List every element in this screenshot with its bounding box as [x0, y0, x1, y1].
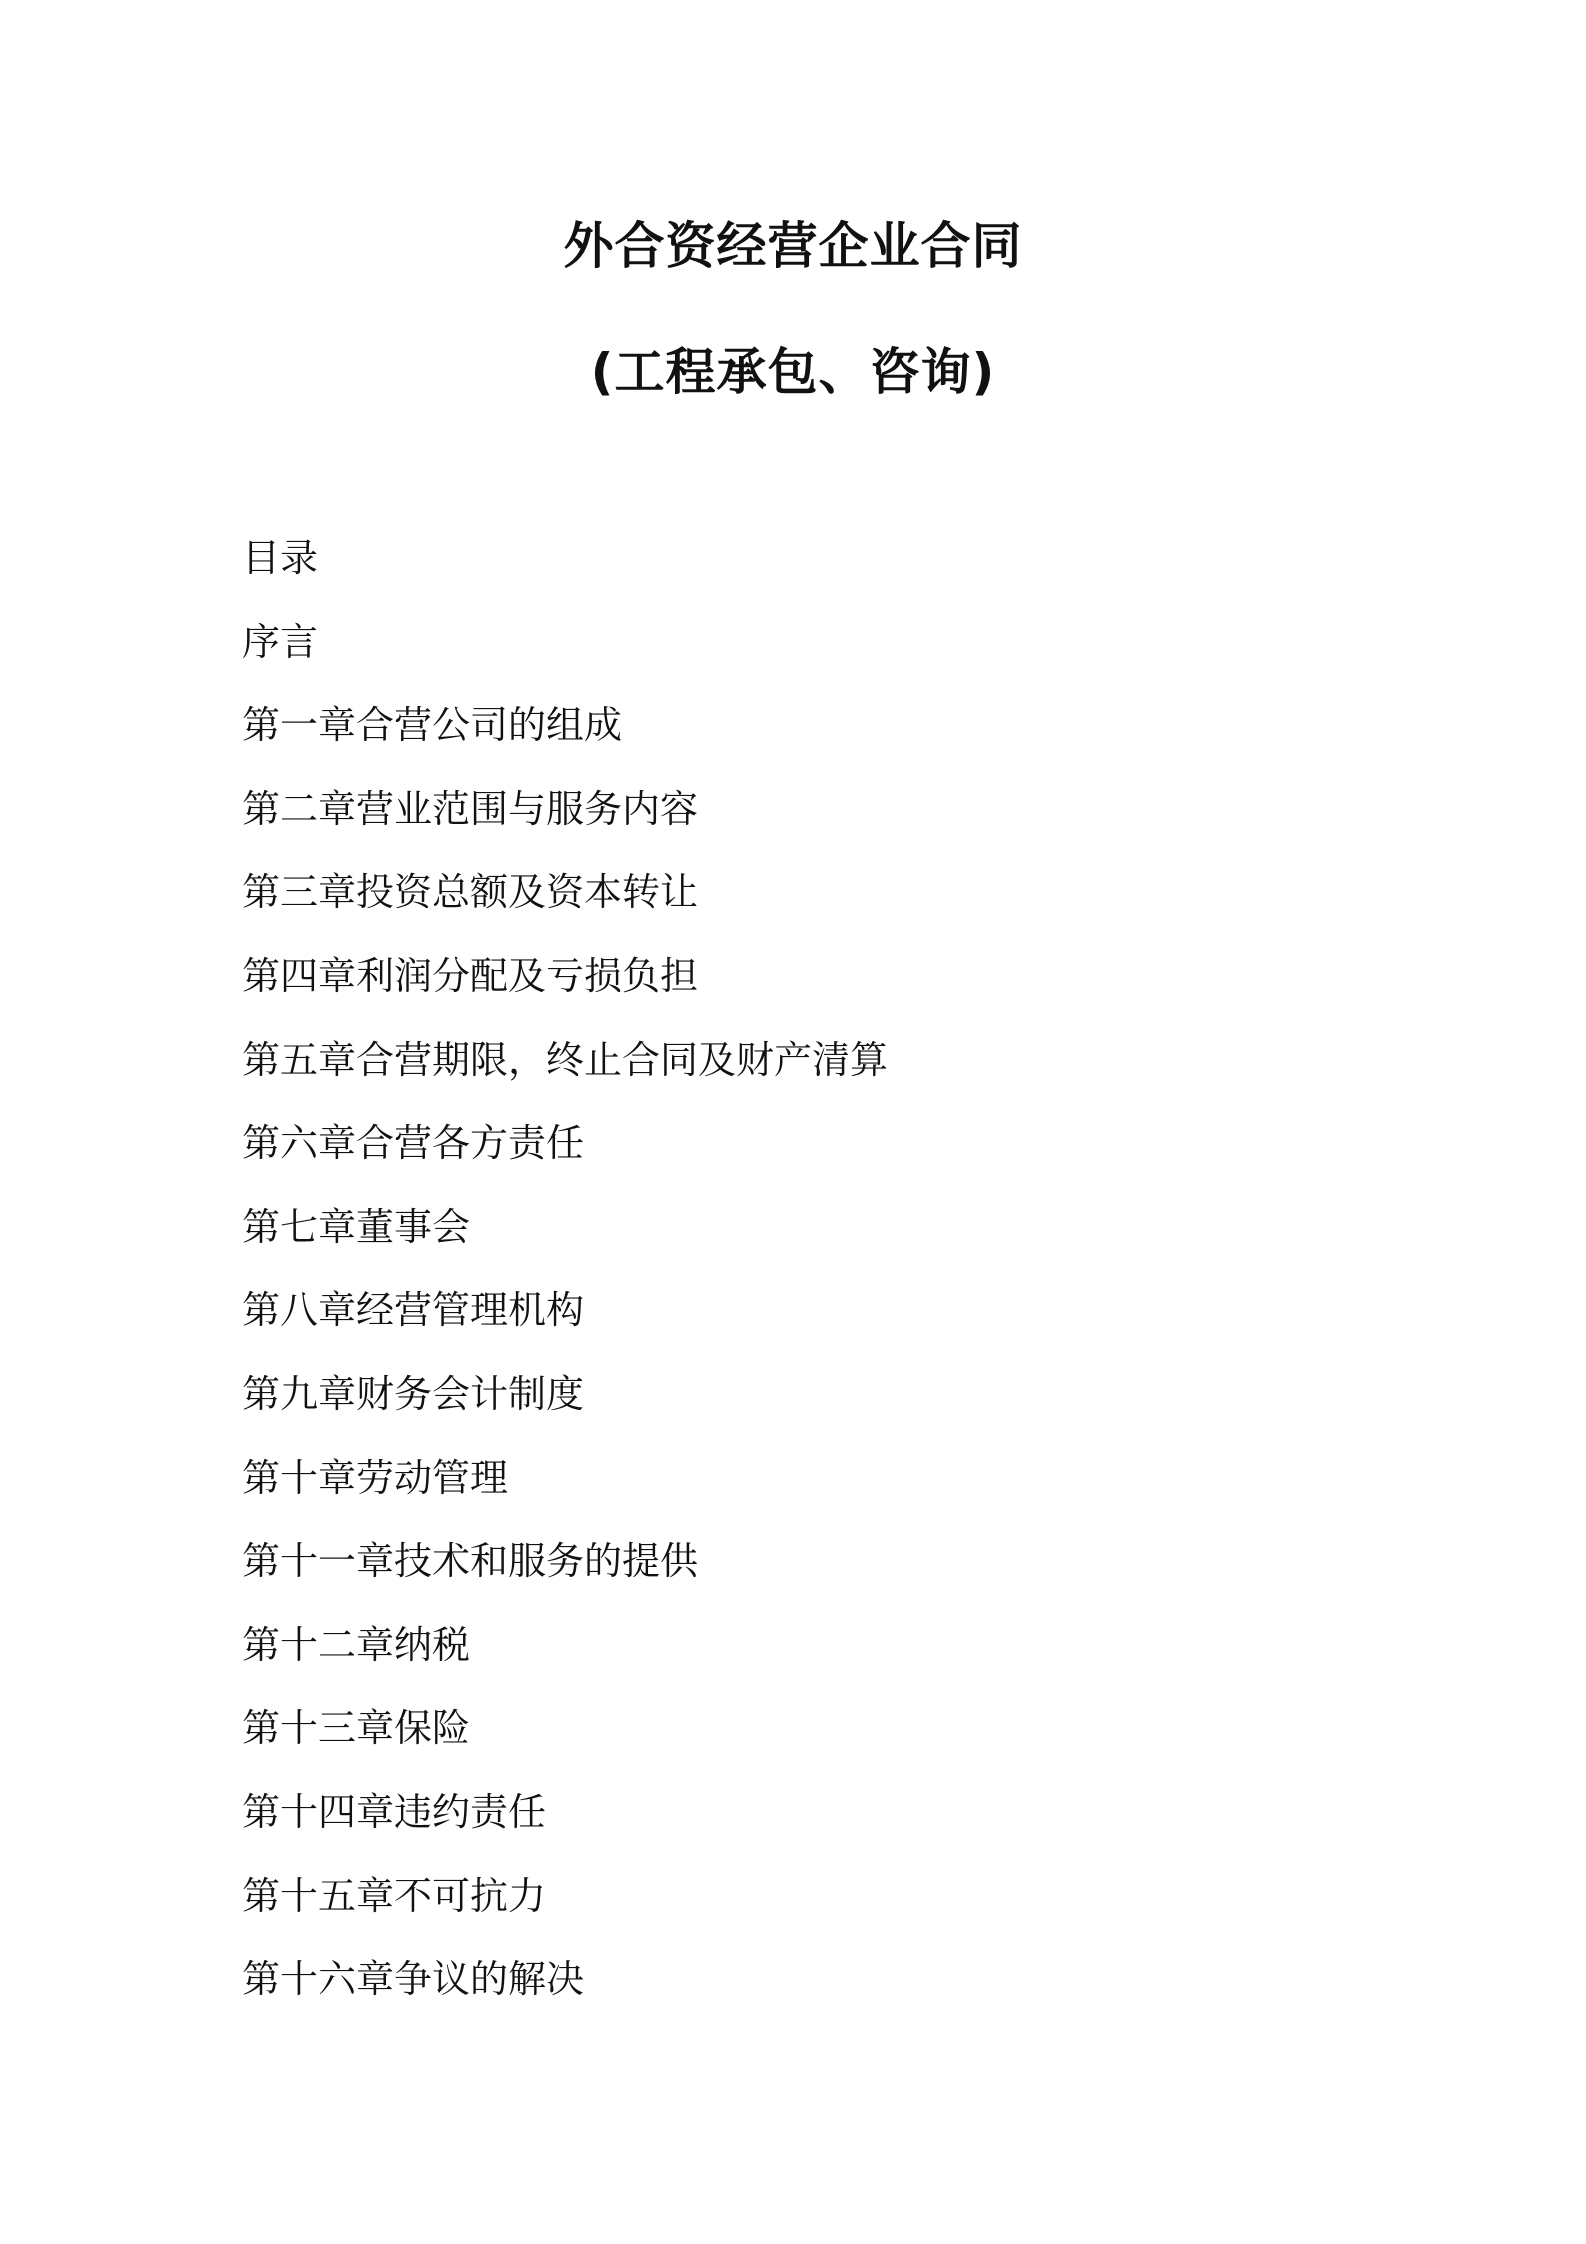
toc-item-chapter-12: 第十二章纳税 — [242, 1622, 471, 1667]
toc-item-chapter-4: 第四章利润分配及亏损负担 — [242, 953, 699, 998]
toc-item-chapter-15: 第十五章不可抗力 — [242, 1873, 547, 1918]
toc-item-chapter-7: 第七章董事会 — [242, 1204, 471, 1249]
toc-item-preface: 序言 — [242, 619, 319, 664]
document-subtitle: (工程承包、咨询) — [590, 343, 996, 401]
toc-item-chapter-8: 第八章经营管理机构 — [242, 1288, 585, 1333]
toc-item-chapter-14: 第十四章违约责任 — [242, 1789, 547, 1834]
toc-item-chapter-13: 第十三章保险 — [242, 1706, 471, 1751]
toc-item-chapter-9: 第九章财务会计制度 — [242, 1371, 585, 1416]
toc-item-chapter-1: 第一章合营公司的组成 — [242, 703, 623, 748]
toc-item-chapter-2: 第二章营业范围与服务内容 — [242, 786, 699, 831]
toc-item-chapter-3: 第三章投资总额及资本转让 — [242, 870, 699, 915]
table-of-contents — [242, 533, 888, 2038]
toc-item-chapter-11: 第十一章技术和服务的提供 — [242, 1539, 699, 1584]
toc-item-chapter-10: 第十章劳动管理 — [242, 1455, 509, 1500]
toc-item-chapter-5: 第五章合营期限，终止合同及财产清算 — [242, 1037, 889, 1082]
document-title: 外合资经营企业合同 — [563, 217, 1023, 275]
toc-heading: 目录 — [242, 536, 319, 580]
toc-item-chapter-6: 第六章合营各方责任 — [242, 1121, 585, 1166]
toc-item-chapter-16: 第十六章争议的解决 — [242, 1957, 585, 2002]
